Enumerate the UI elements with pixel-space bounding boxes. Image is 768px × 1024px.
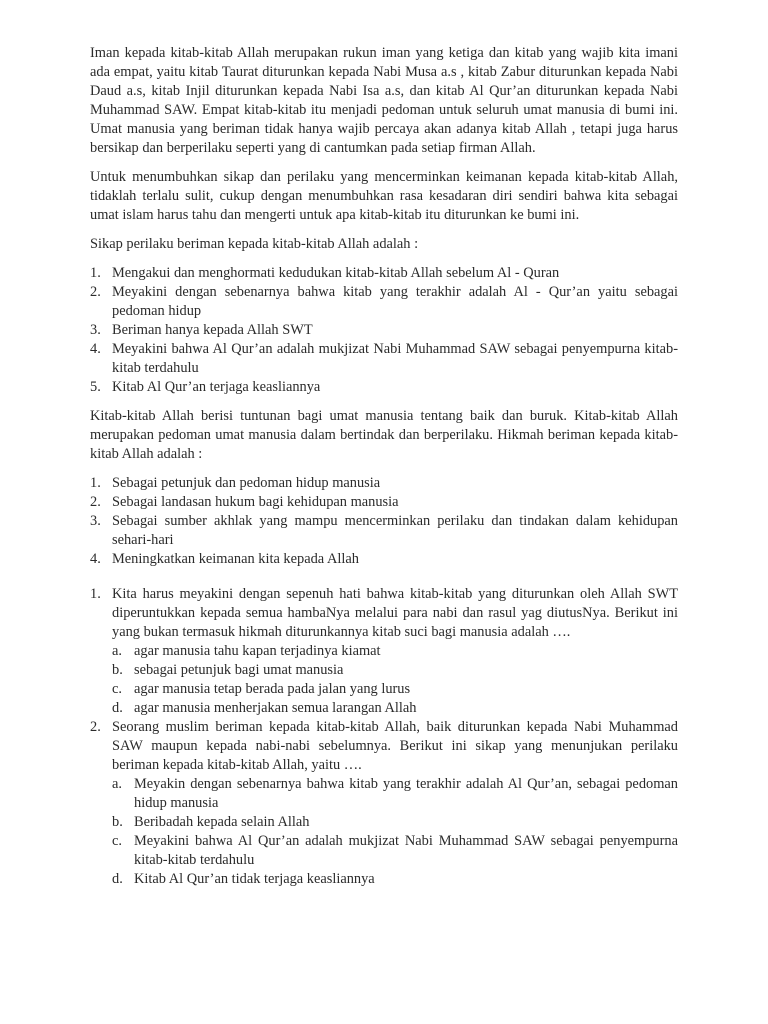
answer-option: [112, 642, 678, 661]
sikap-list: [90, 264, 678, 397]
answer-option: [112, 680, 678, 699]
item-number: 2.: [90, 494, 101, 510]
list-item: [90, 474, 678, 493]
item-number: 2.: [90, 284, 101, 300]
item-text: Meyakini dengan sebenarnya bahwa kitab yang terakhir adalah Al - Qur’an yaitu sebagai pedoman hidup: [112, 284, 678, 319]
answer-options: [112, 642, 678, 718]
question-text: Kita harus meyakini dengan sepenuh hati bahwa kitab-kitab yang diturunkan oleh Allah SWT diperuntukkan kepada semua hambaNya melalui para nabi dan rasul yag diutusNya. Berikut ini yang bukan termasuk hikmah diturunkannya kitab suci bagi manusia adalah ….: [112, 586, 678, 640]
option-letter: a.: [112, 643, 122, 659]
answer-option: [112, 870, 678, 889]
sikap-heading: Sikap perilaku beriman kepada kitab-kitab Allah adalah :: [90, 236, 419, 252]
item-text: Sebagai petunjuk dan pedoman hidup manusia: [112, 475, 381, 491]
hikmah-list: [90, 474, 678, 569]
item-number: 1.: [90, 265, 101, 281]
item-number: 4.: [90, 551, 101, 567]
item-text: Kitab Al Qur’an terjaga keasliannya: [112, 379, 321, 395]
item-number: 5.: [90, 379, 101, 395]
option-text: agar manusia tetap berada pada jalan yang lurus: [134, 681, 411, 697]
list-item: [90, 264, 678, 283]
list-item: [90, 550, 678, 569]
option-text: Beribadah kepada selain Allah: [134, 814, 310, 830]
item-number: 4.: [90, 341, 101, 357]
option-letter: c.: [112, 833, 122, 849]
item-text: Meningkatkan keimanan kita kepada Allah: [112, 551, 359, 567]
option-text: agar manusia tahu kapan terjadinya kiamat: [134, 643, 381, 659]
intro-paragraph-1: Iman kepada kitab-kitab Allah merupakan rukun iman yang ketiga dan kitab yang wajib kita imani ada empat, yaitu kitab Taurat diturunkan kepada Nabi Musa a.s , kitab Zabur diturunkan kepada Nabi Daud a.s, kitab Injil diturunkan kepada Nabi Isa a.s, dan kitab Al Qur’an diturunkan kepada Nabi Muhammad SAW. Empat kitab-kitab itu menjadi pedoman untuk seluruh umat manusia di bumi ini. Umat manusia yang beriman tidak hanya wajib percaya akan adanya kitab Allah , tetapi juga harus bersikap dan berperilaku seperti yang di cantumkan pada setiap firman Allah.: [90, 45, 678, 156]
item-number: 3.: [90, 322, 101, 338]
list-item: [90, 378, 678, 397]
quiz-question: [90, 585, 678, 718]
question-number: 2.: [90, 719, 101, 735]
question-text: Seorang muslim beriman kepada kitab-kitab Allah, baik diturunkan kepada Nabi Muhammad SAW maupun kepada nabi-nabi sebelumnya. Berikut ini sikap yang menunjukan perilaku beriman kepada kitab-kitab Allah, yaitu ….: [112, 719, 678, 773]
option-text: Meyakini bahwa Al Qur’an adalah mukjizat Nabi Muhammad SAW sebagai penyempurna kitab-kitab terdahulu: [134, 833, 678, 868]
answer-option: [112, 813, 678, 832]
option-letter: b.: [112, 814, 123, 830]
item-text: Mengakui dan menghormati kedudukan kitab-kitab Allah sebelum Al - Quran: [112, 265, 560, 281]
answer-option: [112, 832, 678, 870]
option-text: Meyakin dengan sebenarnya bahwa kitab yang terakhir adalah Al Qur’an, sebagai pedoman hidup manusia: [134, 776, 678, 811]
quiz-question: [90, 718, 678, 889]
option-letter: a.: [112, 776, 122, 792]
item-number: 1.: [90, 475, 101, 491]
item-text: Meyakini bahwa Al Qur’an adalah mukjizat Nabi Muhammad SAW sebagai penyempurna kitab-kitab terdahulu: [112, 341, 678, 376]
list-item: [90, 283, 678, 321]
answer-option: [112, 775, 678, 813]
option-letter: b.: [112, 662, 123, 678]
option-letter: c.: [112, 681, 122, 697]
hikmah-heading: Kitab-kitab Allah berisi tuntunan bagi umat manusia tentang baik dan buruk. Kitab-kitab Allah merupakan pedoman umat manusia dalam bertindak dan berperilaku. Hikmah beriman kepada kitab-kitab Allah adalah :: [90, 408, 678, 462]
item-text: Sebagai landasan hukum bagi kehidupan manusia: [112, 494, 399, 510]
option-letter: d.: [112, 871, 123, 887]
list-item: [90, 493, 678, 512]
item-text: Sebagai sumber akhlak yang mampu mencerminkan perilaku dan tindakan dalam kehidupan sehari-hari: [112, 513, 678, 548]
intro-paragraph-2: Untuk menumbuhkan sikap dan perilaku yang mencerminkan keimanan kepada kitab-kitab Allah, tidaklah terlalu sulit, cukup dengan menumbuhkan rasa kesadaran diri sendiri bahwa kita sebagai umat islam harus tahu dan mengerti untuk apa kitab-kitab itu diturunkan ke bumi ini.: [90, 169, 678, 223]
answer-option: [112, 661, 678, 680]
option-text: Kitab Al Qur’an tidak terjaga keasliannya: [134, 871, 375, 887]
answer-option: [112, 699, 678, 718]
option-text: agar manusia menherjakan semua larangan Allah: [134, 700, 417, 716]
item-number: 3.: [90, 513, 101, 529]
list-item: [90, 512, 678, 550]
list-item: [90, 321, 678, 340]
answer-options: [112, 775, 678, 889]
item-text: Beriman hanya kepada Allah SWT: [112, 322, 313, 338]
question-number: 1.: [90, 586, 101, 602]
option-letter: d.: [112, 700, 123, 716]
option-text: sebagai petunjuk bagi umat manusia: [134, 662, 344, 678]
quiz-list: [90, 585, 678, 889]
list-item: [90, 340, 678, 378]
